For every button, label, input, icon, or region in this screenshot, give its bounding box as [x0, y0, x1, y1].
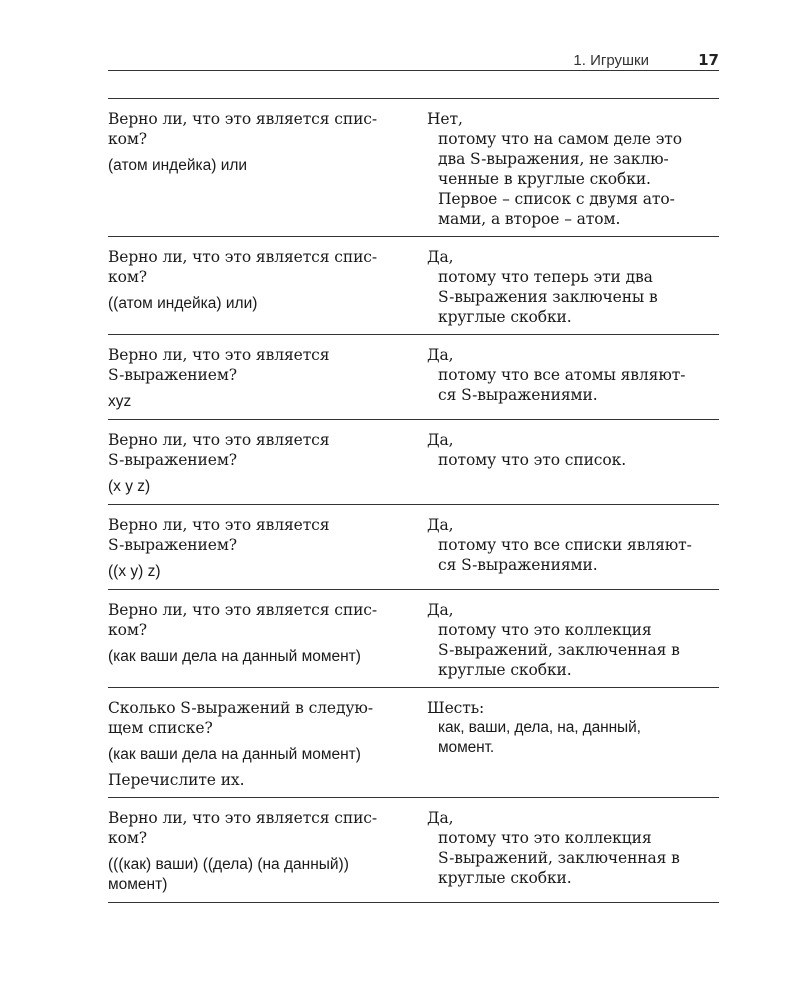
question-line: Верно ли, что это является спис- [108, 248, 378, 266]
s-expression-line: (x y z) [108, 478, 151, 495]
answer-line: потому что это коллекция [438, 621, 652, 639]
running-header [108, 48, 719, 71]
qa-row [108, 335, 719, 420]
answer-cell [427, 345, 719, 412]
answer-line: потому что все атомы являют- [438, 366, 686, 384]
answer-line: потому что все списки являют- [438, 536, 692, 554]
question-line: Верно ли, что это является [108, 516, 330, 534]
chapter-title: 1. Игрушки [573, 52, 649, 69]
answer-line: S-выражений, заключенная в [438, 849, 680, 867]
s-expression [108, 647, 421, 667]
s-expression [108, 477, 421, 497]
question-cell [108, 430, 427, 497]
s-expression-line: (((как) ваши) ((дела) (на данный)) [108, 856, 349, 873]
answer-cell [427, 808, 719, 895]
answer-line: круглые скобки. [438, 308, 572, 326]
answer-cell [427, 515, 719, 582]
answer-cell [427, 247, 719, 327]
question-line: Верно ли, что это является [108, 431, 330, 449]
question-line: Верно ли, что это является [108, 346, 330, 364]
s-expression [108, 392, 421, 412]
s-expression [108, 156, 421, 176]
s-expression-line: ((x y) z) [108, 563, 161, 580]
answer-lead: Да, [427, 809, 454, 827]
answer-line: как, ваши, дела, на, данный, [438, 719, 641, 736]
question-line: Верно ли, что это является спис- [108, 110, 378, 128]
s-expression [108, 562, 421, 582]
question-line: ком? [108, 829, 147, 847]
question-cell [108, 808, 427, 895]
answer-lead: Да, [427, 346, 454, 364]
s-expression-line: ((атом индейка) или) [108, 295, 258, 312]
question-line: Верно ли, что это является спис- [108, 601, 378, 619]
s-expression-line: (атом индейка) или [108, 157, 248, 174]
question-line: Верно ли, что это является спис- [108, 809, 378, 827]
qa-row [108, 798, 719, 903]
answer-cell [427, 600, 719, 680]
answer-line: момент. [438, 739, 495, 756]
s-expression-line: (как ваши дела на данный момент) [108, 746, 361, 763]
answer-lead: Да, [427, 431, 454, 449]
qa-row [108, 688, 719, 798]
question-line: S-выражением? [108, 536, 237, 554]
answer-line: потому что это список. [438, 451, 627, 469]
answer-line: круглые скобки. [438, 869, 572, 887]
question-extra: Перечислите их. [108, 771, 245, 789]
question-cell [108, 247, 427, 327]
s-expression [108, 855, 421, 895]
answer-lead: Да, [427, 601, 454, 619]
answer-lead: Нет, [427, 110, 463, 128]
s-expression [108, 294, 421, 314]
page-number: 17 [698, 51, 719, 69]
question-cell [108, 600, 427, 680]
question-cell [108, 345, 427, 412]
answer-cell [427, 109, 719, 229]
qa-row [108, 237, 719, 335]
answer-line: S-выражения заключены в [438, 288, 658, 306]
qa-row [108, 99, 719, 237]
qa-row [108, 505, 719, 590]
qa-row [108, 420, 719, 505]
answer-lead: Да, [427, 248, 454, 266]
answer-line: ченные в круглые скобки. [438, 170, 651, 188]
question-cell [108, 515, 427, 582]
answer-line: мами, а второе – атом. [438, 210, 621, 228]
answer-line: S-выражений, заключенная в [438, 641, 680, 659]
answer-line: потому что теперь эти два [438, 268, 653, 286]
answer-cell [427, 430, 719, 497]
s-expression-line: xyz [108, 393, 132, 410]
question-line: щем списке? [108, 719, 213, 737]
question-cell [108, 698, 427, 790]
question-line: Сколько S-выражений в следую- [108, 699, 373, 717]
question-line: S-выражением? [108, 366, 237, 384]
qa-table [108, 98, 719, 903]
answer-line: потому что это коллекция [438, 829, 652, 847]
answer-line: круглые скобки. [438, 661, 572, 679]
s-expression-line: (как ваши дела на данный момент) [108, 648, 361, 665]
answer-line: два S-выражения, не заклю- [438, 150, 669, 168]
s-expression [108, 745, 421, 765]
answer-line: Первое – список с двумя ато- [438, 190, 675, 208]
question-cell [108, 109, 427, 229]
answer-line: ся S-выражениями. [438, 386, 598, 404]
qa-row [108, 590, 719, 688]
question-line: ком? [108, 621, 147, 639]
question-line: S-выражением? [108, 451, 237, 469]
answer-lead: Да, [427, 516, 454, 534]
answer-lead: Шесть: [427, 699, 485, 717]
answer-line: ся S-выражениями. [438, 556, 598, 574]
question-line: ком? [108, 130, 147, 148]
answer-line: потому что на самом деле это [438, 130, 682, 148]
answer-cell [427, 698, 719, 790]
question-line: ком? [108, 268, 147, 286]
s-expression-line: момент) [108, 876, 168, 893]
